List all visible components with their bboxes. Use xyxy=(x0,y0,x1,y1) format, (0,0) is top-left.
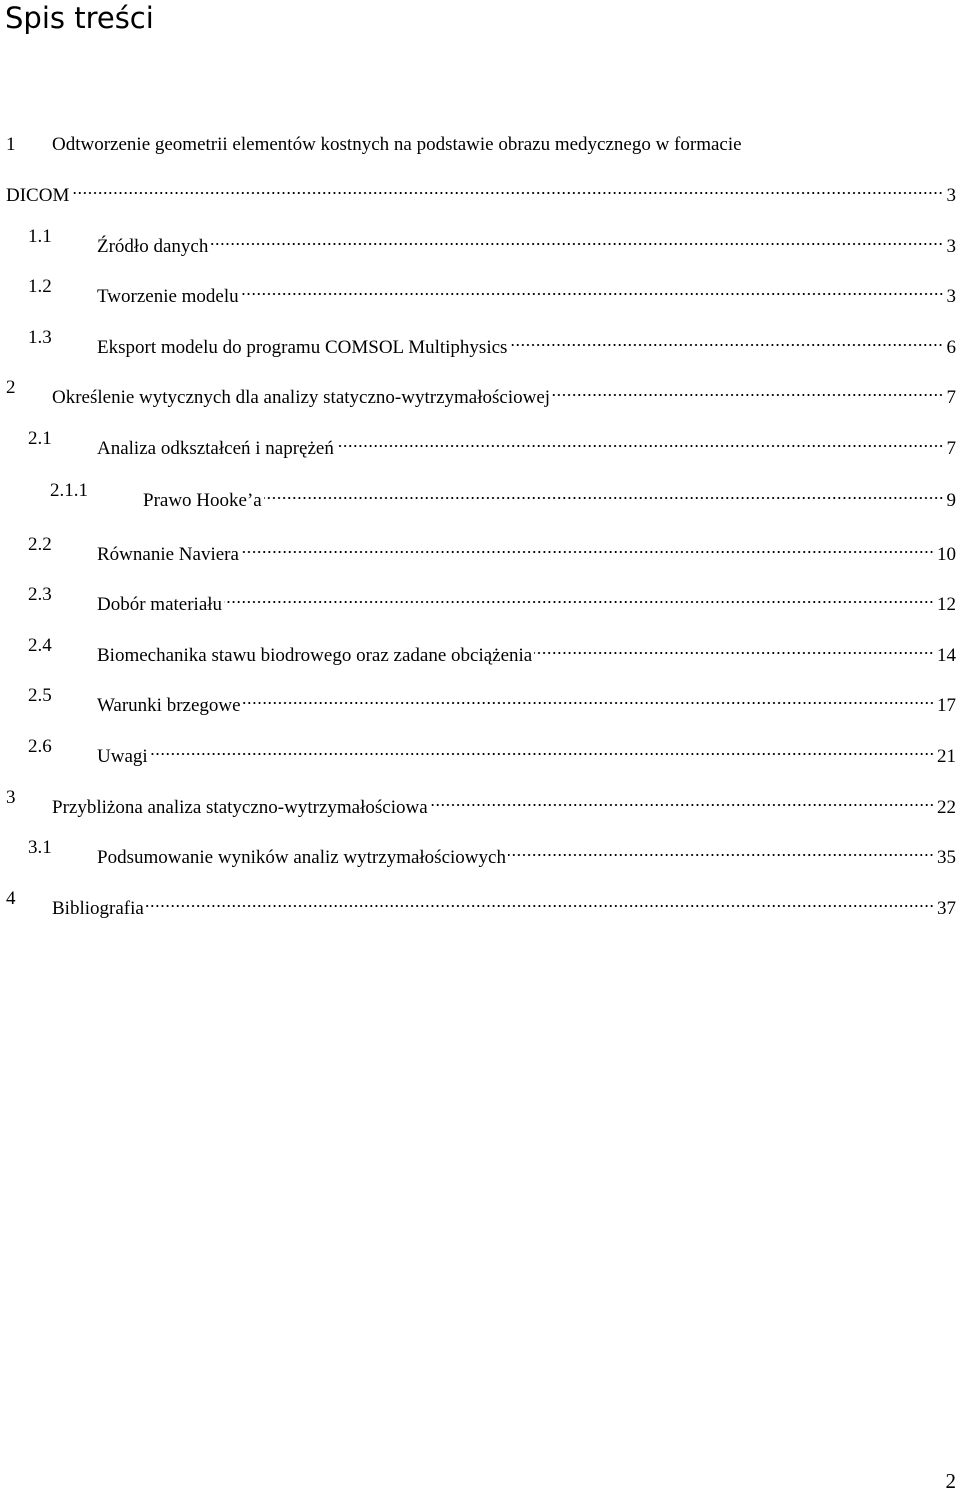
toc-entry-title: Warunki brzegowe xyxy=(97,695,241,716)
toc-entry-page: 7 xyxy=(946,438,956,459)
toc-entry-4[interactable] xyxy=(0,884,960,919)
toc-entry-page: 12 xyxy=(937,594,956,615)
toc-leader xyxy=(52,884,960,919)
toc-entry-1-3[interactable] xyxy=(0,323,960,358)
toc-entry-page: 14 xyxy=(937,645,956,666)
dot-leader xyxy=(71,171,943,201)
toc-leader xyxy=(143,476,960,511)
toc-entry-2-2[interactable] xyxy=(0,530,960,565)
dot-leader xyxy=(509,323,943,353)
toc-leader xyxy=(97,580,960,615)
toc-entry-title: Tworzenie modelu xyxy=(97,286,239,307)
toc-entry-number: 2.1 xyxy=(28,428,52,449)
toc-entry-number: 3 xyxy=(6,787,16,808)
toc-entry-title: DICOM xyxy=(6,185,70,206)
toc-entry-number: 4 xyxy=(6,888,16,909)
dot-leader xyxy=(508,833,934,863)
toc-entry-title: Eksport modelu do programu COMSOL Multiphysics xyxy=(97,337,508,358)
toc-entry-number: 1 xyxy=(6,134,16,155)
toc-entry-title: Określenie wytycznych dla analizy statyczno-wytrzymałościowej xyxy=(52,387,551,408)
toc-entry-title-line1: Odtworzenie geometrii elementów kostnych na podstawie obrazu medycznego w formacie xyxy=(52,134,742,155)
toc-entry-1-continued[interactable] xyxy=(0,171,960,206)
dot-leader xyxy=(146,884,934,914)
toc-entry-page: 22 xyxy=(937,797,956,818)
toc-entry-title: Dobór materiału xyxy=(97,594,223,615)
toc-leader xyxy=(97,530,960,565)
dot-leader xyxy=(243,681,934,711)
toc-entry-number: 2.1.1 xyxy=(50,480,88,501)
toc-entry-2-4[interactable] xyxy=(0,631,960,666)
toc-entry-2-3[interactable] xyxy=(0,580,960,615)
toc-leader xyxy=(52,783,960,818)
dot-leader xyxy=(150,732,934,762)
toc-entry-title: Bibliografia xyxy=(52,898,144,919)
toc-entry-page: 35 xyxy=(937,847,956,868)
toc-entry-title: Źródło danych xyxy=(97,236,209,257)
toc-entry-title: Podsumowanie wyników analiz wytrzymałościowych xyxy=(97,847,506,868)
toc-entry-page: 7 xyxy=(946,387,956,408)
toc-entry-page: 3 xyxy=(946,236,956,257)
toc-entry-title: Biomechanika stawu biodrowego oraz zadane obciążenia xyxy=(97,645,533,666)
dot-leader xyxy=(241,530,934,560)
toc-entry-number: 2 xyxy=(6,377,16,398)
toc-entry-title: Uwagi xyxy=(97,746,148,767)
toc-entry-page: 21 xyxy=(937,746,956,767)
toc-entry-3-1[interactable] xyxy=(0,833,960,868)
toc-entry-number: 1.3 xyxy=(28,327,52,348)
toc-entry-number: 3.1 xyxy=(28,837,52,858)
toc-entry-title: Analiza odkształceń i naprężeń xyxy=(97,438,334,459)
toc-leader xyxy=(97,424,960,459)
page-number: 2 xyxy=(945,1469,956,1493)
dot-leader xyxy=(430,783,934,813)
toc-entry-number: 1.2 xyxy=(28,276,52,297)
toc-entry-page: 3 xyxy=(946,286,956,307)
toc-entry-page: 37 xyxy=(937,898,956,919)
toc-entry-number: 2.4 xyxy=(28,635,52,656)
toc-entry-number: 2.3 xyxy=(28,584,52,605)
toc-leader xyxy=(52,373,960,408)
toc-leader xyxy=(97,222,960,257)
toc-entry-number: 2.6 xyxy=(28,736,52,757)
page-title: Spis treści xyxy=(5,1,154,35)
toc-leader xyxy=(6,171,960,206)
toc-leader xyxy=(97,732,960,767)
dot-leader xyxy=(552,373,943,403)
toc-entry-3[interactable] xyxy=(0,783,960,818)
toc-entry-title: Prawo Hooke’a xyxy=(143,490,262,511)
toc-entry-number: 2.2 xyxy=(28,534,52,555)
dot-leader xyxy=(336,424,944,454)
toc-leader xyxy=(97,272,960,307)
toc-entry-2-1-1[interactable] xyxy=(0,476,960,511)
dot-leader xyxy=(210,222,943,252)
toc-entry-1-1[interactable] xyxy=(0,222,960,257)
toc-entry-2-5[interactable] xyxy=(0,681,960,716)
toc-leader xyxy=(97,323,960,358)
toc-leader xyxy=(97,631,960,666)
toc-entry-page: 10 xyxy=(937,544,956,565)
toc-entry-2-1[interactable] xyxy=(0,424,960,459)
dot-leader xyxy=(534,631,934,661)
toc-leader xyxy=(97,681,960,716)
dot-leader xyxy=(224,580,934,610)
toc-entry-number: 2.5 xyxy=(28,685,52,706)
toc-entry-page: 6 xyxy=(946,337,956,358)
toc-leader xyxy=(97,833,960,868)
toc-entry-title: Przybliżona analiza statyczno-wytrzymałościowa xyxy=(52,797,428,818)
toc-entry-title: Równanie Naviera xyxy=(97,544,239,565)
dot-leader xyxy=(241,272,944,302)
toc-entry-2-6[interactable] xyxy=(0,732,960,767)
toc-entry-1[interactable] xyxy=(0,130,960,160)
dot-leader xyxy=(264,476,944,506)
toc-entry-page: 9 xyxy=(946,490,956,511)
toc-entry-page: 3 xyxy=(946,185,956,206)
toc-entry-1-2[interactable] xyxy=(0,272,960,307)
toc-entry-number: 1.1 xyxy=(28,226,52,247)
toc-entry-2[interactable] xyxy=(0,373,960,408)
toc-entry-page: 17 xyxy=(937,695,956,716)
